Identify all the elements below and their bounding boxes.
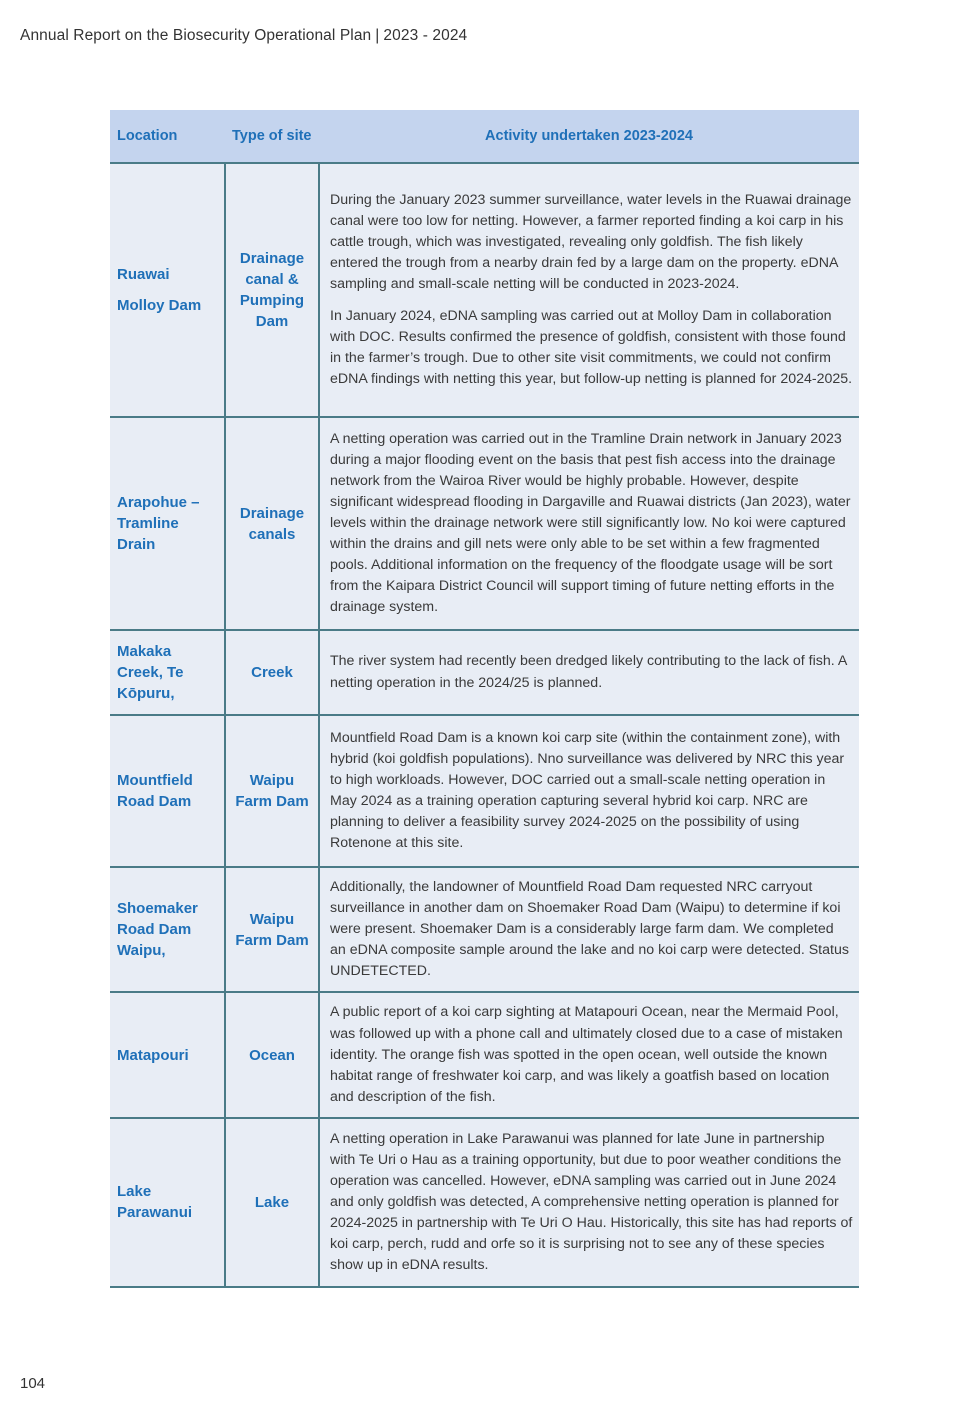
activity-cell [319, 417, 859, 630]
location-cell [110, 867, 225, 992]
table-row [110, 1118, 859, 1287]
site-type-cell: Drainage canal & Pumping Dam [225, 163, 319, 417]
activity-paragraph: Mountfield Road Dam is a known koi carp site (within the containment zone), with hybrid (koi goldfish populations). Nno surveillance was delivered by NRC this year to high workloads. However, DOC carried out a small-scale netting operation in May 2024 as a training operation capturing several hybrid koi carp. NRC are planning to deliver a feasibility survey 2024-2025 on the possibility of using Rotenone at this site. [330, 729, 845, 852]
location-name: Shoemaker Road Dam Waipu, [117, 900, 198, 960]
activity-cell [319, 1118, 859, 1287]
table-row [110, 867, 859, 992]
page-header [20, 27, 467, 45]
activity-cell [319, 715, 859, 867]
activity-cell [319, 867, 859, 992]
activity-table [110, 110, 859, 1288]
location-cell [110, 417, 225, 630]
activity-paragraph: Additionally, the landowner of Mountfield Road Dam requested NRC carryout surveillance in another dam on Shoemaker Road Dam (Waipu) to determine if koi were present. Shoemaker Dam is a considerably large farm dam. We completed an eDNA composite sample around the lake and no koi carp were detected. Status UNDETECTED. [330, 879, 849, 980]
activity-paragraph: A public report of a koi carp sighting at Matapouri Ocean, near the Mermaid Pool, was followed up with a phone call and ultimately closed due to a case of mistaken identity. The orange fish was spotted in the open ocean, well outside the known habitat range of freshwater koi carp, and was likely a goatfish based on location and description of the fish. [330, 1004, 843, 1105]
site-type-cell: Drainage canals [225, 417, 319, 630]
activity-cell [319, 630, 859, 715]
activity-paragraph: In January 2024, eDNA sampling was carried out at Molloy Dam in collaboration with DOC. Results confirmed the presence of goldfish, consistent with those found in the farmer’s trough. Due to other site visit commitments, we could not confirm eDNA findings with netting this year, but follow-up netting is planned for 2024-2025. [330, 307, 853, 387]
activity-paragraph: The river system had recently been dredged likely contributing to the lack of fish. A netting operation in the 2024/25 is planned. [330, 653, 847, 691]
table-header [110, 110, 859, 163]
activity-paragraph: A netting operation was carried out in the Tramline Drain network in January 2023 during a major flooding event on the basis that pest fish access into the drainage network from the Wairoa River would be highly probable. However, despite significant widespread flooding in Dargaville and Ruawai districts (Jan 2023), water levels within the drainage network were still significantly low. No koi were captured within the drains and gill nets were only able to be set within a few fragmented pools. Additional information on the frequency of the floodgate usage will be sort from the Kaipara District Council will support timing of future netting efforts in the drainage system. [330, 430, 851, 616]
location-cell [110, 1118, 225, 1287]
activity-paragraph: A netting operation in Lake Parawanui was planned for late June in partnership with Te Uri o Hau as a training opportunity, but due to poor weather conditions the operation was cancelled. However, eDNA sampling was carried out in June 2024 and only goldfish was detected, A comprehensive netting operation is planned for 2024-2025 in partnership with Te Uri O Hau. Historically, this site has had reports of koi carp, perch, rudd and orfe so it is surprising not to see any of these species show up in eDNA results. [330, 1130, 853, 1274]
location-name: Molloy Dam [117, 297, 202, 314]
location-name: Makaka Creek, Te Kōpuru, [117, 643, 184, 702]
column-header-location: Location [110, 110, 225, 163]
site-type-cell: Creek [225, 630, 319, 715]
location-name: Ruawai [117, 266, 170, 283]
table-row [110, 417, 859, 630]
location-name: Matapouri [117, 1046, 189, 1064]
location-name: Arapohue – Tramline Drain [117, 494, 200, 553]
location-name: Lake Parawanui [117, 1183, 193, 1222]
table-row [110, 715, 859, 867]
report-title: Annual Report on the Biosecurity Operational Plan [20, 27, 372, 44]
column-header-type: Type of site [225, 110, 319, 163]
table-row [110, 163, 859, 417]
location-cell [110, 992, 225, 1117]
header-separator: | [375, 27, 380, 44]
location-name: Mountfield Road Dam [117, 772, 193, 810]
activity-cell [319, 163, 859, 417]
site-type-cell: Waipu Farm Dam [225, 715, 319, 867]
page-number: 104 [20, 1375, 46, 1392]
report-period: 2023 - 2024 [383, 27, 468, 44]
activity-paragraph: During the January 2023 summer surveillance, water levels in the Ruawai drainage canal were too low for netting. However, a farmer reported finding a koi carp in his cattle trough, which was investigated, revealing only goldfish. The fish likely entered the trough from a nearby drain fed by a large dam on the property. eDNA sampling and small-scale netting will be conducted in 2023-2024. [330, 192, 852, 293]
location-cell [110, 630, 225, 715]
table-row [110, 630, 859, 715]
activity-cell [319, 992, 859, 1117]
site-type-cell: Lake [225, 1118, 319, 1287]
column-header-activity: Activity undertaken 2023-2024 [319, 110, 859, 163]
location-cell [110, 163, 225, 417]
site-type-cell: Waipu Farm Dam [225, 867, 319, 992]
location-cell [110, 715, 225, 867]
site-type-cell: Ocean [225, 992, 319, 1117]
table-row [110, 992, 859, 1117]
